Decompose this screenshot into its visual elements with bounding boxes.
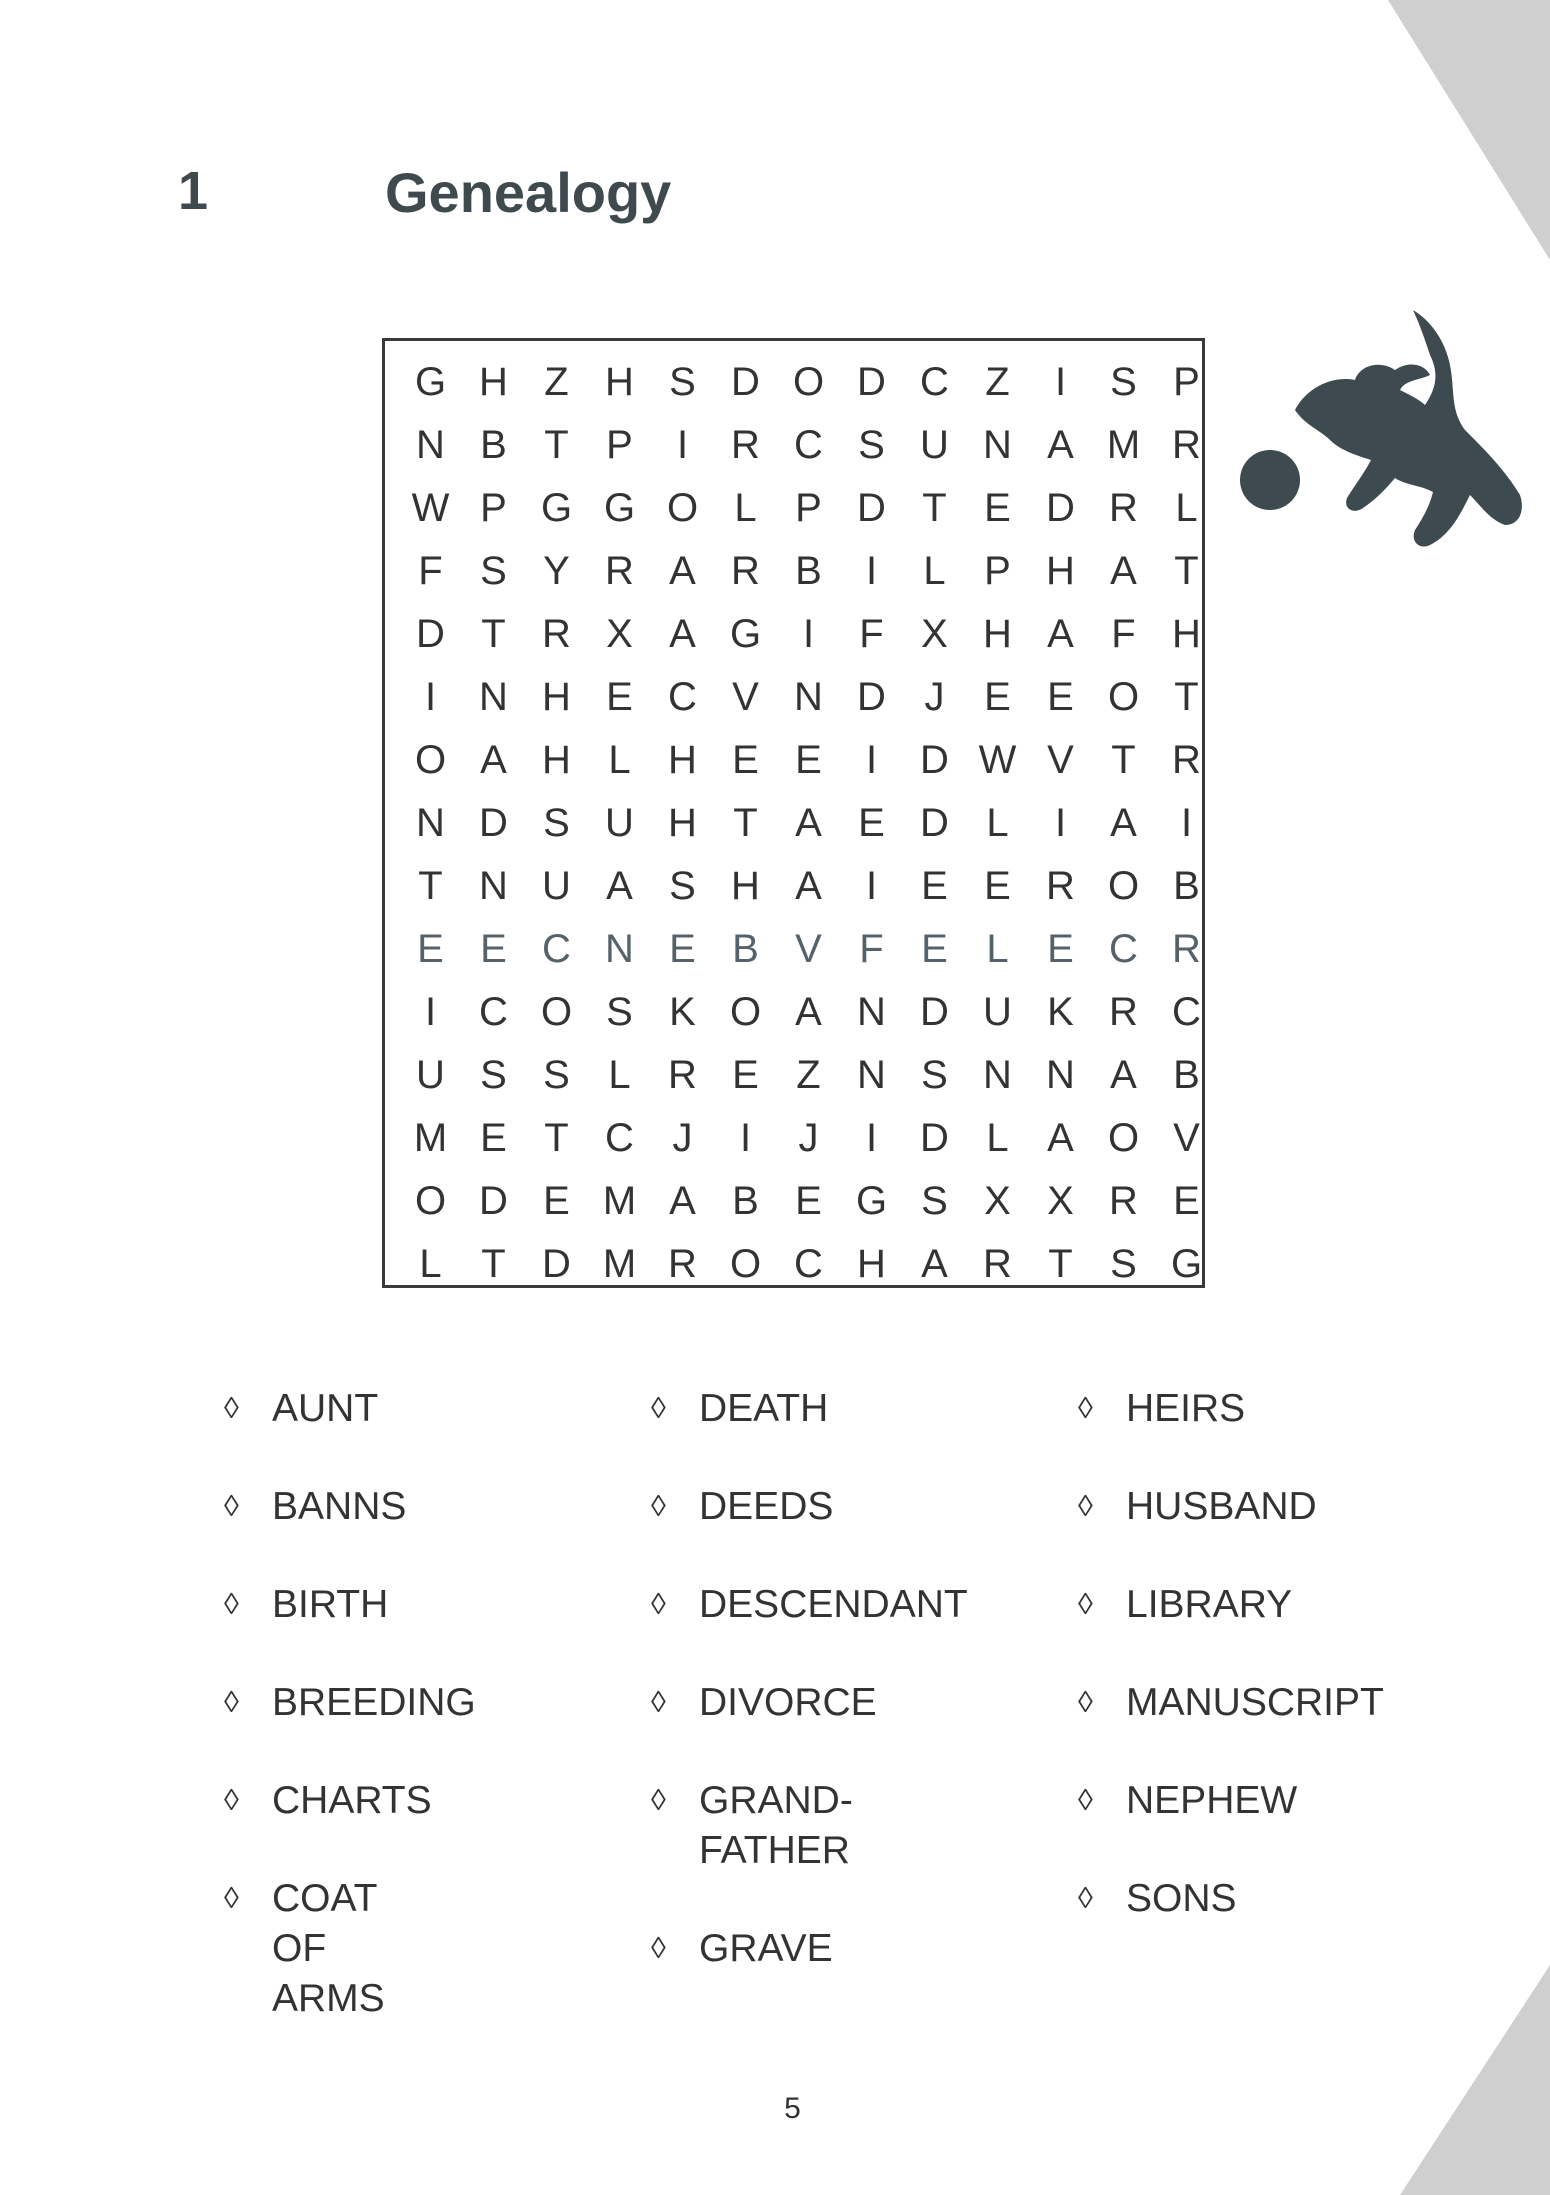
word-text: DESCENDANT [699,1583,968,1626]
word-text-line2: ARMS [272,1977,385,2020]
grid-cell[interactable]: G [855,1179,888,1223]
grid-cell[interactable]: Z [796,1053,821,1097]
grid-cell[interactable]: S [858,423,885,467]
grid-cell[interactable]: R [1109,486,1138,530]
grid-cell[interactable]: U [542,864,571,908]
grid-cell[interactable]: I [1054,360,1067,404]
grid-cell[interactable]: N [479,675,508,719]
grid-cell[interactable]: I [865,1116,878,1160]
grid-cell[interactable]: H [542,738,571,782]
word-text: GRAVE [699,1927,833,1970]
grid-cell[interactable]: N [857,1053,886,1097]
grid-cell[interactable]: P [606,423,633,467]
grid-cell[interactable]: D [416,612,445,656]
grid-cell[interactable]: T [481,1242,506,1286]
grid-cell[interactable]: O [1107,864,1140,908]
word-text: HUSBAND [1126,1485,1317,1528]
grid-cell[interactable]: D [479,801,508,845]
grid-cell[interactable]: T [544,1116,569,1160]
grid-cell[interactable]: A [1110,801,1137,845]
grid-cell[interactable]: M [413,1116,448,1160]
grid-cell[interactable]: D [542,1242,571,1286]
grid-cell[interactable]: L [986,801,1009,845]
grid-cell[interactable]: Y [543,549,570,593]
grid-cell[interactable]: A [795,864,822,908]
grid-cell[interactable]: V [1173,1116,1200,1160]
grid-cell[interactable]: G [414,360,447,404]
diamond-bullet-icon: ◊ [224,1784,239,1817]
grid-cell[interactable]: I [739,1116,752,1160]
diamond-bullet-icon: ◊ [224,1588,239,1621]
grid-cell[interactable]: D [857,486,886,530]
grid-cell[interactable]: C [920,360,949,404]
grid-cell[interactable]: A [669,549,696,593]
grid-cell[interactable]: E [732,738,759,782]
grid-cell[interactable]: F [1111,612,1136,656]
grid-cell[interactable]: N [605,927,634,971]
word-text: BIRTH [272,1583,389,1626]
grid-cell[interactable]: I [1180,801,1193,845]
grid-cell[interactable]: E [921,864,948,908]
grid-cell[interactable]: N [983,1053,1012,1097]
grid-cell[interactable]: R [542,612,571,656]
grid-cell[interactable]: D [920,738,949,782]
word-list-item [224,1874,385,2024]
grid-cell[interactable]: N [794,675,823,719]
word-list-item [224,1678,476,1728]
grid-cell[interactable]: R [1109,1179,1138,1223]
grid-cell[interactable]: P [984,549,1011,593]
grid-cell[interactable]: I [424,675,437,719]
grid-cell[interactable]: D [479,1179,508,1223]
grid-cell[interactable]: X [1047,1179,1074,1223]
grid-cell[interactable]: T [481,612,506,656]
grid-cell[interactable]: E [1173,1179,1200,1223]
grid-cell[interactable]: M [602,1242,637,1286]
grid-cell[interactable]: U [983,990,1012,1034]
grid-cell[interactable]: F [859,612,884,656]
grid-cell[interactable]: N [416,423,445,467]
grid-cell[interactable]: E [480,1116,507,1160]
grid-cell[interactable]: T [544,423,569,467]
word-text-line2: FATHER [699,1829,850,1872]
word-list-item [651,1384,829,1434]
grid-cell[interactable]: E [543,1179,570,1223]
grid-cell[interactable]: A [1110,549,1137,593]
grid-cell[interactable]: L [734,486,757,530]
word-text: BREEDING [272,1681,476,1724]
grid-cell[interactable]: A [1110,1053,1137,1097]
grid-cell[interactable]: X [984,1179,1011,1223]
word-text: SONS [1126,1877,1237,1920]
word-text: DEEDS [699,1485,834,1528]
grid-row [399,1107,1218,1170]
grid-cell[interactable]: V [1047,738,1074,782]
grid-cell[interactable]: C [605,1116,634,1160]
grid-cell[interactable]: G [540,486,573,530]
grid-cell[interactable]: P [1173,360,1200,404]
diamond-bullet-icon: ◊ [224,1882,239,1915]
grid-cell[interactable]: R [1172,927,1201,971]
grid-cell[interactable]: O [1107,1116,1140,1160]
grid-cell[interactable]: D [731,360,760,404]
word-list-item [651,1580,968,1630]
grid-cell[interactable]: H [542,675,571,719]
diamond-bullet-icon: ◊ [224,1686,239,1719]
diamond-bullet-icon: ◊ [1078,1490,1093,1523]
puzzle-number: 1 [178,161,209,221]
grid-cell[interactable]: Z [544,360,569,404]
grid-cell[interactable]: M [1106,423,1141,467]
grid-cell[interactable]: K [1047,990,1074,1034]
grid-row [399,729,1218,792]
grid-cell[interactable]: B [795,549,822,593]
word-text: NEPHEW [1126,1779,1298,1822]
grid-cell[interactable]: O [729,990,762,1034]
grid-cell[interactable]: G [603,486,636,530]
grid-cell[interactable]: W [411,486,450,530]
grid-row [399,351,1218,414]
grid-cell[interactable]: A [795,990,822,1034]
grid-cell[interactable]: B [1173,1053,1200,1097]
grid-row [399,603,1218,666]
grid-cell[interactable]: U [920,423,949,467]
grid-cell[interactable]: R [731,549,760,593]
grid-cell[interactable]: T [733,801,758,845]
grid-cell[interactable]: D [920,801,949,845]
grid-cell[interactable]: E [1047,927,1074,971]
grid-cell[interactable]: E [858,801,885,845]
grid-cell[interactable]: S [1110,360,1137,404]
puzzle-title: Genealogy [385,161,672,224]
grid-cell[interactable]: G [1170,1242,1203,1286]
grid-row [399,855,1218,918]
grid-cell[interactable]: W [978,738,1017,782]
word-text: GRAND- [699,1779,853,1822]
diamond-bullet-icon: ◊ [1078,1392,1093,1425]
diamond-bullet-icon: ◊ [651,1784,666,1817]
grid-cell[interactable]: E [984,486,1011,530]
dog-icon [1295,310,1522,547]
grid-cell[interactable]: C [668,675,697,719]
diamond-bullet-icon: ◊ [1078,1588,1093,1621]
grid-cell[interactable]: R [1172,738,1201,782]
grid-cell[interactable]: H [1046,549,1075,593]
word-list-item [1078,1482,1317,1532]
grid-cell[interactable]: H [605,360,634,404]
grid-cell[interactable]: D [857,360,886,404]
grid-cell[interactable]: N [416,801,445,845]
grid-cell[interactable]: R [1046,864,1075,908]
word-list-item [1078,1776,1298,1826]
grid-cell[interactable]: L [608,1053,631,1097]
grid-cell[interactable]: U [416,1053,445,1097]
grid-cell[interactable]: X [606,612,633,656]
word-list-item [224,1776,432,1826]
grid-cell[interactable]: P [795,486,822,530]
word-text: DIVORCE [699,1681,877,1724]
grid-cell[interactable]: O [666,486,699,530]
word-list-item [651,1482,834,1532]
grid-cell[interactable]: N [479,864,508,908]
grid-cell[interactable]: A [669,1179,696,1223]
grid-cell[interactable]: O [540,990,573,1034]
word-list-item [1078,1678,1384,1728]
grid-cell[interactable]: F [418,549,443,593]
diamond-bullet-icon: ◊ [1078,1882,1093,1915]
grid-row [399,666,1218,729]
grid-row [399,414,1218,477]
grid-cell[interactable]: S [921,1179,948,1223]
grid-row [399,477,1218,540]
grid-cell[interactable]: N [983,423,1012,467]
grid-cell[interactable]: C [479,990,508,1034]
word-list-item [1078,1580,1293,1630]
grid-cell[interactable]: A [795,801,822,845]
grid-cell[interactable]: P [480,486,507,530]
diamond-bullet-icon: ◊ [1078,1686,1093,1719]
grid-cell[interactable]: R [668,1053,697,1097]
diamond-bullet-icon: ◊ [651,1392,666,1425]
grid-cell[interactable]: T [1174,675,1199,719]
grid-cell[interactable]: H [731,864,760,908]
grid-row [399,918,1218,981]
grid-cell[interactable]: E [984,864,1011,908]
grid-cell[interactable]: L [923,549,946,593]
grid-cell[interactable]: I [424,990,437,1034]
grid-cell[interactable]: R [731,423,760,467]
grid-cell[interactable]: H [479,360,508,404]
grid-cell[interactable]: N [857,990,886,1034]
grid-row [399,1044,1218,1107]
grid-cell[interactable]: T [1174,549,1199,593]
grid-cell[interactable]: S [543,1053,570,1097]
grid-cell[interactable]: N [1046,1053,1075,1097]
grid-cell[interactable]: C [794,423,823,467]
grid-cell[interactable]: B [732,1179,759,1223]
word-list-item [224,1482,407,1532]
grid-cell[interactable]: L [608,738,631,782]
diamond-bullet-icon: ◊ [651,1588,666,1621]
grid-cell[interactable]: L [419,1242,442,1286]
grid-cell[interactable]: O [792,360,825,404]
diamond-bullet-icon: ◊ [1078,1784,1093,1817]
grid-cell[interactable]: R [1172,423,1201,467]
grid-cell[interactable]: E [732,1053,759,1097]
word-search-grid[interactable] [382,338,1205,1288]
page-number: 5 [784,2092,801,2125]
ball-icon [1240,450,1300,510]
grid-cell[interactable]: H [1172,612,1201,656]
grid-cell[interactable]: T [418,864,443,908]
grid-cell[interactable]: S [480,1053,507,1097]
grid-cell[interactable]: L [1175,486,1198,530]
word-list-item [224,1580,389,1630]
grid-cell[interactable]: H [668,801,697,845]
grid-cell[interactable]: D [920,990,949,1034]
grid-cell[interactable]: S [669,864,696,908]
page-curl-top [1370,0,1550,260]
grid-cell[interactable]: R [1109,990,1138,1034]
diamond-bullet-icon: ◊ [224,1392,239,1425]
grid-cell[interactable]: E [606,675,633,719]
grid-cell[interactable]: S [543,801,570,845]
grid-cell[interactable]: E [417,927,444,971]
grid-cell[interactable]: A [669,612,696,656]
word-list-item [1078,1874,1237,1924]
grid-row [399,1170,1218,1233]
word-text: DEATH [699,1387,829,1430]
dog-with-ball-illustration [1235,280,1535,560]
grid-cell[interactable]: E [669,927,696,971]
grid-cell[interactable]: S [1110,1242,1137,1286]
grid-cell[interactable]: A [1047,423,1074,467]
grid-cell[interactable]: B [480,423,507,467]
grid-cell[interactable]: T [1111,738,1136,782]
grid-cell[interactable]: I [865,864,878,908]
grid-cell[interactable]: I [802,612,815,656]
word-text: CHARTS [272,1779,432,1822]
word-text: LIBRARY [1126,1583,1293,1626]
grid-cell[interactable]: C [1109,927,1138,971]
grid-cell[interactable]: I [676,423,689,467]
grid-cell[interactable]: I [865,549,878,593]
grid-cell[interactable]: T [922,486,947,530]
grid-cell[interactable]: S [480,549,507,593]
grid-cell[interactable]: G [729,612,762,656]
grid-cell[interactable]: D [857,675,886,719]
grid-cell[interactable]: H [983,612,1012,656]
grid-cell[interactable]: E [480,927,507,971]
grid-cell[interactable]: V [795,927,822,971]
grid-cell[interactable]: D [1046,486,1075,530]
grid-cell[interactable]: J [798,1116,819,1160]
grid-cell[interactable]: R [605,549,634,593]
grid-cell[interactable]: O [1107,675,1140,719]
word-text: AUNT [272,1387,379,1430]
diamond-bullet-icon: ◊ [651,1490,666,1523]
grid-cell[interactable]: O [414,738,447,782]
grid-row [399,981,1218,1044]
grid-cell[interactable]: A [1047,1116,1074,1160]
word-list-item [1078,1384,1246,1434]
grid-cell[interactable]: S [606,990,633,1034]
grid-cell[interactable]: X [921,612,948,656]
grid-cell[interactable]: K [669,990,696,1034]
grid-cell[interactable]: O [414,1179,447,1223]
grid-cell[interactable]: Z [985,360,1010,404]
grid-cell[interactable]: E [984,675,1011,719]
diamond-bullet-icon: ◊ [651,1932,666,1965]
page-curl-bottom [1400,1965,1550,2195]
word-text: MANUSCRIPT [1126,1681,1384,1724]
grid-row [399,792,1218,855]
grid-cell[interactable]: F [859,927,884,971]
grid-cell[interactable]: I [865,738,878,782]
grid-cell[interactable]: B [732,927,759,971]
grid-cell[interactable]: E [795,1179,822,1223]
grid-cell[interactable]: O [729,1242,762,1286]
grid-cell[interactable]: A [921,1242,948,1286]
grid-row [399,1233,1218,1296]
diamond-bullet-icon: ◊ [224,1490,239,1523]
grid-cell[interactable]: C [1172,990,1201,1034]
grid-cell[interactable]: L [986,927,1009,971]
grid-cell[interactable]: S [669,360,696,404]
grid-cell[interactable]: C [542,927,571,971]
word-list-item [224,1384,379,1434]
grid-cell[interactable]: M [602,1179,637,1223]
grid-cell[interactable]: U [605,801,634,845]
word-text: COAT OF [272,1877,377,1970]
grid-cell[interactable]: J [672,1116,693,1160]
grid-cell[interactable]: T [1048,1242,1073,1286]
grid-cell[interactable]: R [668,1242,697,1286]
grid-cell[interactable]: E [1047,675,1074,719]
diamond-bullet-icon: ◊ [651,1686,666,1719]
grid-cell[interactable]: B [1173,864,1200,908]
grid-cell[interactable]: J [924,675,945,719]
grid-cell[interactable]: D [920,1116,949,1160]
grid-cell[interactable]: E [795,738,822,782]
grid-cell[interactable]: C [794,1242,823,1286]
grid-cell[interactable]: S [921,1053,948,1097]
grid-cell[interactable]: H [668,738,697,782]
grid-cell[interactable]: A [606,864,633,908]
word-list-item [651,1678,877,1728]
grid-cell[interactable]: I [1054,801,1067,845]
grid-cell[interactable]: H [857,1242,886,1286]
grid-cell[interactable]: R [983,1242,1012,1286]
grid-cell[interactable]: V [732,675,759,719]
grid-cell[interactable]: E [921,927,948,971]
grid-row [399,540,1218,603]
word-list-item [651,1924,833,1974]
word-text: HEIRS [1126,1387,1246,1430]
word-list-item [651,1776,853,1876]
grid-cell[interactable]: A [1047,612,1074,656]
grid-cell[interactable]: A [480,738,507,782]
grid-cell[interactable]: L [986,1116,1009,1160]
word-text: BANNS [272,1485,407,1528]
